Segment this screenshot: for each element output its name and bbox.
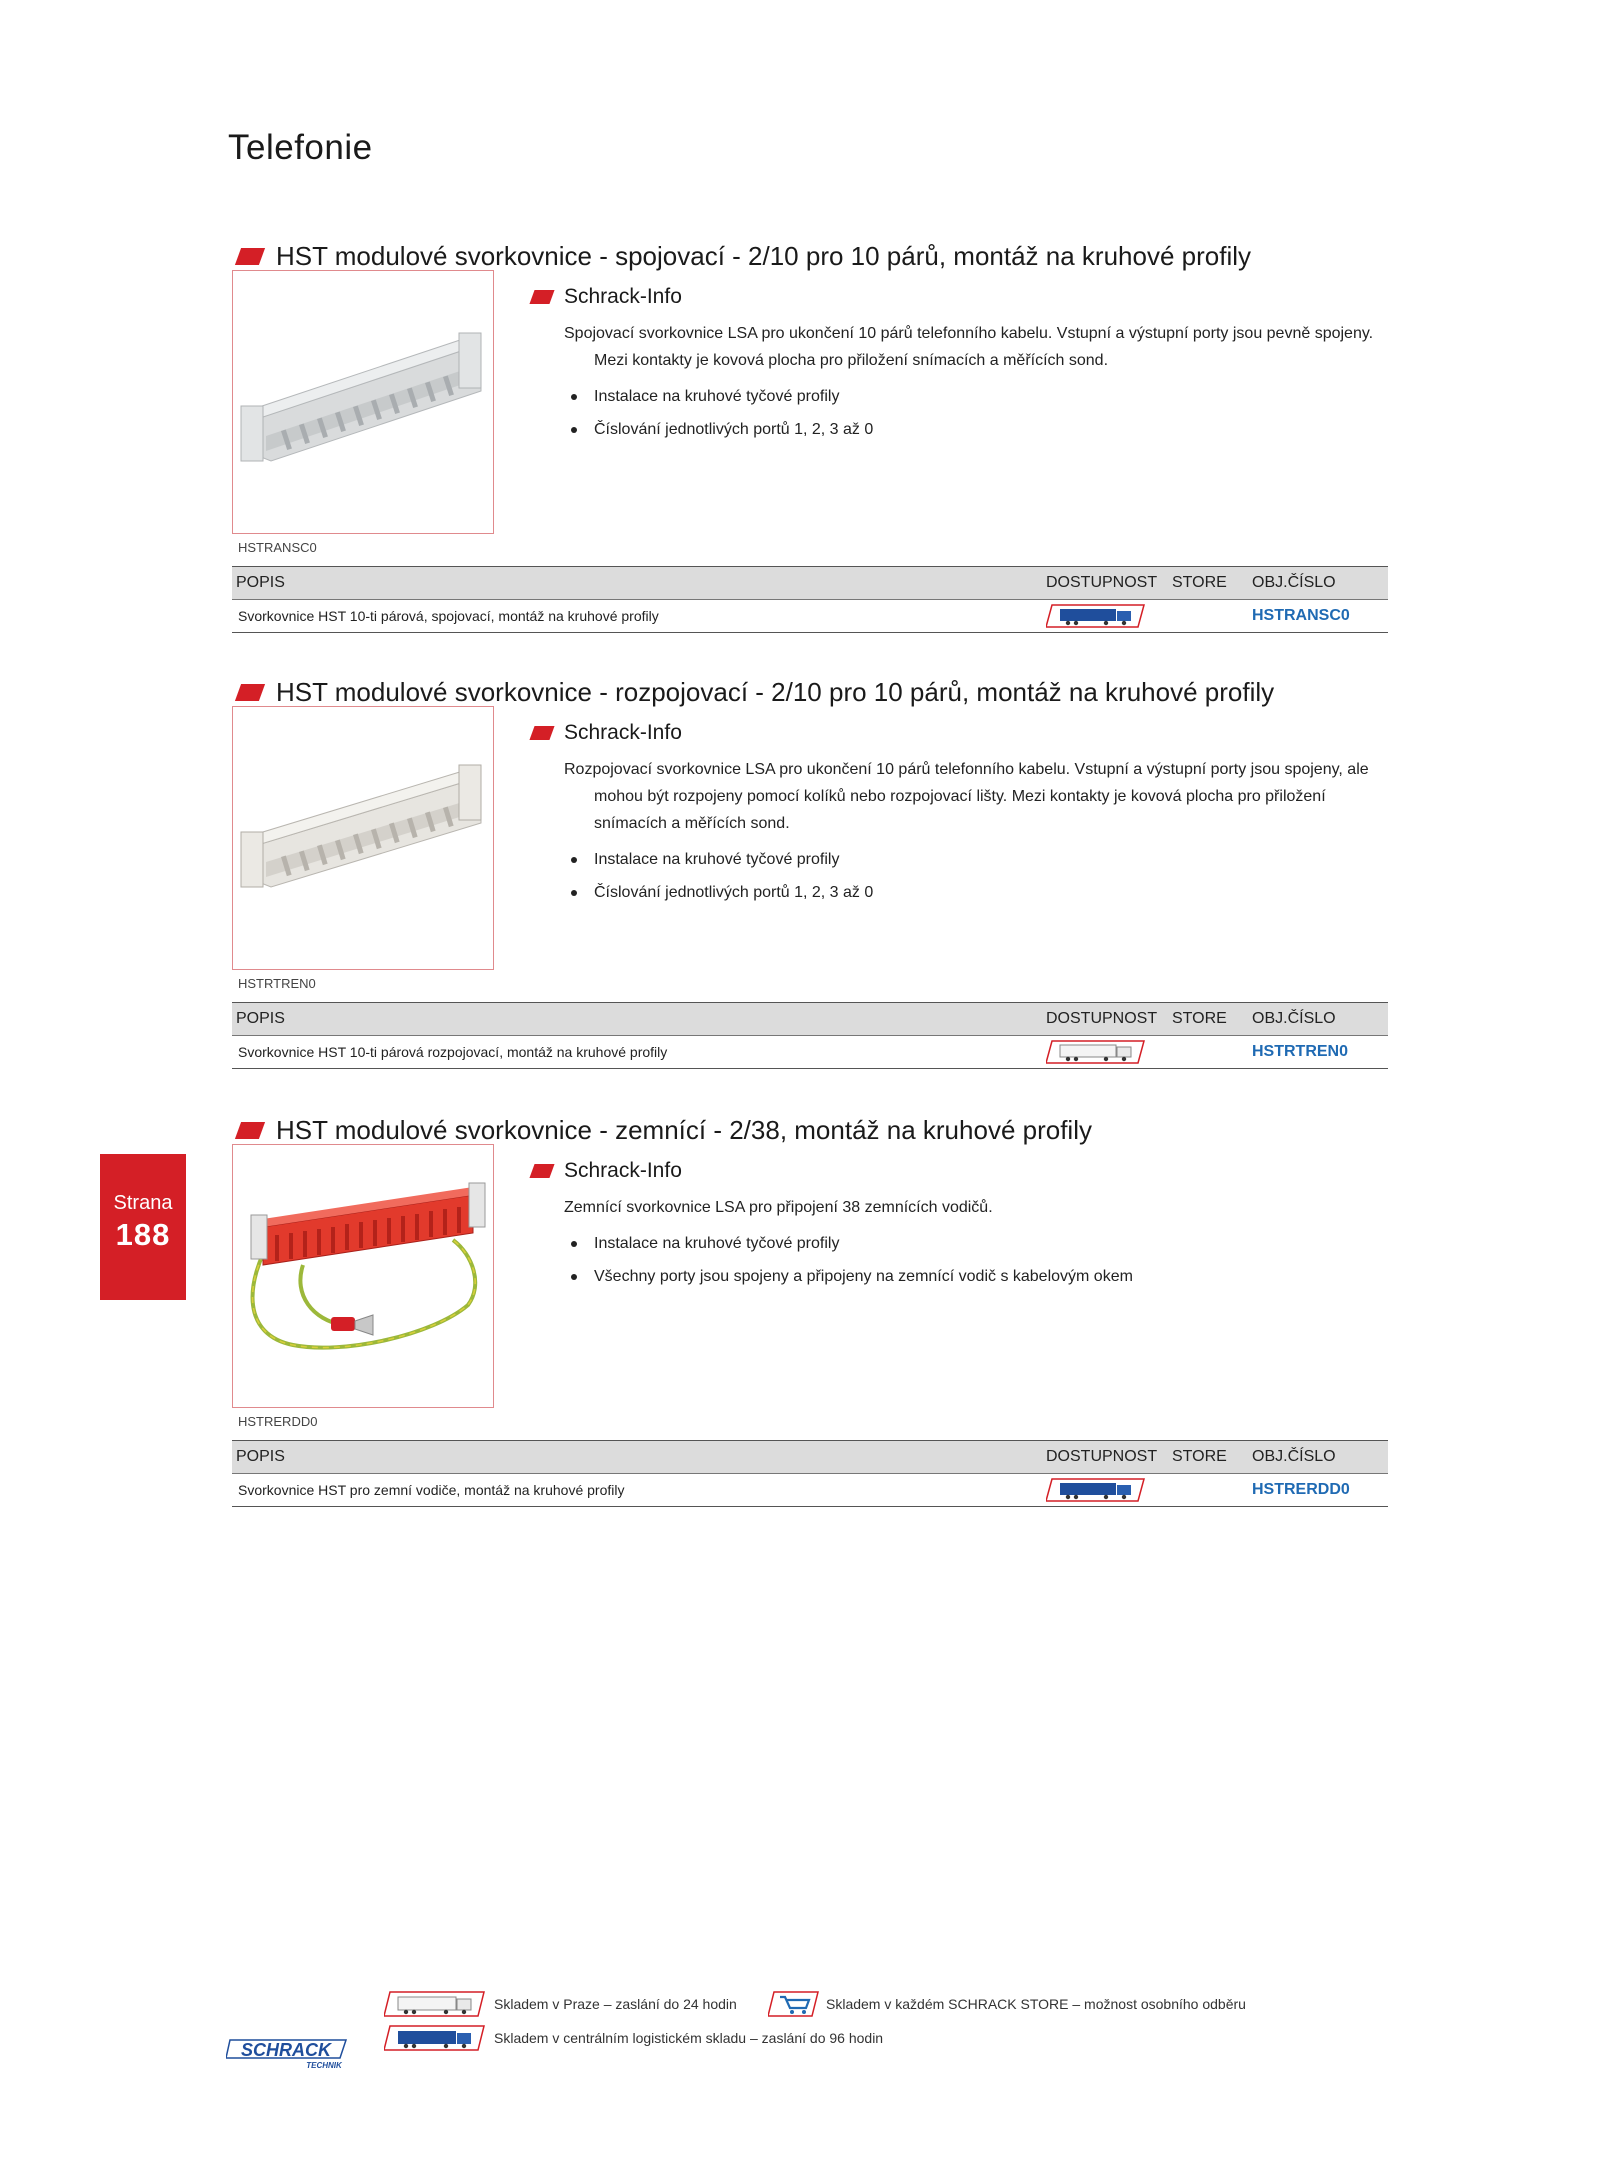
list-item: Instalace na kruhové tyčové profily bbox=[564, 843, 1382, 876]
red-marker-icon bbox=[529, 1164, 554, 1178]
list-item: Číslování jednotlivých portů 1, 2, 3 až 0 bbox=[564, 413, 1382, 446]
truck-blue-icon bbox=[1046, 1477, 1146, 1503]
table-row bbox=[232, 600, 1388, 633]
list-item: Instalace na kruhové tyčové profily bbox=[564, 380, 1382, 413]
table-header bbox=[232, 566, 1388, 600]
section-title: HST modulové svorkovnice - spojovací - 2/10 pro 10 párů, montáž na kruhové profily bbox=[276, 240, 1251, 271]
red-marker-icon bbox=[235, 1122, 265, 1139]
truck-blue-icon bbox=[384, 2024, 486, 2052]
table-header bbox=[232, 1440, 1388, 1474]
schrack-logo bbox=[226, 2036, 350, 2075]
header-obj: OBJ.ČÍSLO bbox=[1252, 1010, 1336, 1027]
info-heading-label: Schrack-Info bbox=[564, 1159, 682, 1182]
header-popis: POPIS bbox=[236, 1448, 285, 1465]
product-section-3 bbox=[232, 1110, 1388, 1540]
image-code: HSTRERDD0 bbox=[238, 1414, 318, 1429]
header-store: STORE bbox=[1172, 1010, 1227, 1027]
header-store: STORE bbox=[1172, 574, 1227, 591]
info-heading bbox=[532, 282, 1382, 312]
header-popis: POPIS bbox=[236, 1010, 285, 1027]
bullet-list bbox=[564, 843, 1382, 909]
product-section-1 bbox=[232, 236, 1388, 666]
page-title: Telefonie bbox=[228, 128, 373, 167]
red-marker-icon bbox=[235, 248, 265, 265]
truck-white-icon bbox=[1046, 1039, 1146, 1065]
logo-subtext: TECHNIK bbox=[306, 2061, 342, 2070]
description: Spojovací svorkovnice LSA pro ukončení 10 párů telefonního kabelu. Vstupní a výstupní porty jsou pevně spojeny. Mezi kontakty je kovová plocha pro přiložení snímacích a měřících sond. bbox=[564, 325, 1374, 369]
terminal-block-image bbox=[233, 271, 493, 533]
schrack-info bbox=[532, 718, 1382, 909]
order-code-link[interactable]: HSTRTREN0 bbox=[1252, 1043, 1349, 1060]
table-row bbox=[232, 1036, 1388, 1069]
header-dostupnost: DOSTUPNOST bbox=[1046, 1010, 1158, 1027]
red-marker-icon bbox=[529, 726, 554, 740]
product-table bbox=[232, 1440, 1388, 1507]
truck-blue-icon bbox=[1046, 603, 1146, 629]
product-table bbox=[232, 1002, 1388, 1069]
description: Rozpojovací svorkovnice LSA pro ukončení 10 párů telefonního kabelu. Vstupní a výstupní porty jsou spojeny, ale mohou být rozpojeny pomocí kolíků nebo rozpojovací lišty. Mezi kontakty je kovová plocha pro přiložení snímacích a měřících sond. bbox=[564, 761, 1369, 832]
list-item: Instalace na kruhové tyčové profily bbox=[564, 1227, 1382, 1260]
product-image bbox=[232, 1144, 494, 1408]
image-code: HSTRTREN0 bbox=[238, 976, 316, 991]
header-obj: OBJ.ČÍSLO bbox=[1252, 1448, 1336, 1465]
header-popis: POPIS bbox=[236, 574, 285, 591]
table-row bbox=[232, 1474, 1388, 1507]
order-code-link[interactable]: HSTRANSC0 bbox=[1252, 607, 1350, 624]
table-header bbox=[232, 1002, 1388, 1036]
bullet-list bbox=[564, 380, 1382, 446]
red-marker-icon bbox=[235, 684, 265, 701]
legend-prague: Skladem v Praze – zaslání do 24 hodin bbox=[494, 1996, 737, 2012]
row-description: Svorkovnice HST pro zemní vodiče, montáž na kruhové profily bbox=[238, 1482, 625, 1498]
section-title: HST modulové svorkovnice - rozpojovací - 2/10 pro 10 párů, montáž na kruhové profily bbox=[276, 676, 1275, 707]
bullet-list bbox=[564, 1227, 1382, 1293]
truck-white-icon bbox=[384, 1990, 486, 2018]
logo-text: SCHRACK bbox=[241, 2040, 331, 2060]
info-heading bbox=[532, 718, 1382, 748]
row-description: Svorkovnice HST 10-ti párová rozpojovací, montáž na kruhové profily bbox=[238, 1044, 668, 1060]
info-heading-label: Schrack-Info bbox=[564, 285, 682, 308]
section-title: HST modulové svorkovnice - zemnící - 2/38, montáž na kruhové profily bbox=[276, 1114, 1092, 1145]
list-item: Číslování jednotlivých portů 1, 2, 3 až 0 bbox=[564, 876, 1382, 909]
shopping-cart-icon bbox=[768, 1990, 820, 2018]
terminal-block-image bbox=[233, 707, 493, 969]
product-table bbox=[232, 566, 1388, 633]
product-image bbox=[232, 706, 494, 970]
legend-store: Skladem v každém SCHRACK STORE – možnost osobního odběru bbox=[826, 1996, 1246, 2012]
page-number: 188 bbox=[115, 1217, 171, 1252]
red-marker-icon bbox=[529, 290, 554, 304]
product-image bbox=[232, 270, 494, 534]
order-code-link[interactable]: HSTRERDD0 bbox=[1252, 1481, 1350, 1498]
info-heading-label: Schrack-Info bbox=[564, 721, 682, 744]
page-label: Strana bbox=[113, 1192, 173, 1214]
header-dostupnost: DOSTUPNOST bbox=[1046, 1448, 1158, 1465]
header-dostupnost: DOSTUPNOST bbox=[1046, 574, 1158, 591]
legend-central: Skladem v centrálním logistickém skladu – zaslání do 96 hodin bbox=[494, 2030, 884, 2046]
info-heading bbox=[532, 1156, 1382, 1186]
list-item: Všechny porty jsou spojeny a připojeny na zemnící vodič s kabelovým okem bbox=[564, 1260, 1382, 1293]
row-description: Svorkovnice HST 10-ti párová, spojovací, montáž na kruhové profily bbox=[238, 608, 659, 624]
header-store: STORE bbox=[1172, 1448, 1227, 1465]
schrack-info bbox=[532, 1156, 1382, 1293]
header-obj: OBJ.ČÍSLO bbox=[1252, 574, 1336, 591]
page-number-tab bbox=[100, 1154, 186, 1300]
schrack-info bbox=[532, 282, 1382, 446]
logo-mark bbox=[226, 2036, 350, 2070]
earthing-terminal-image bbox=[233, 1145, 493, 1407]
image-code: HSTRANSC0 bbox=[238, 540, 317, 555]
description: Zemnící svorkovnice LSA pro připojení 38 zemnících vodičů. bbox=[564, 1199, 993, 1216]
product-section-2 bbox=[232, 672, 1388, 1102]
